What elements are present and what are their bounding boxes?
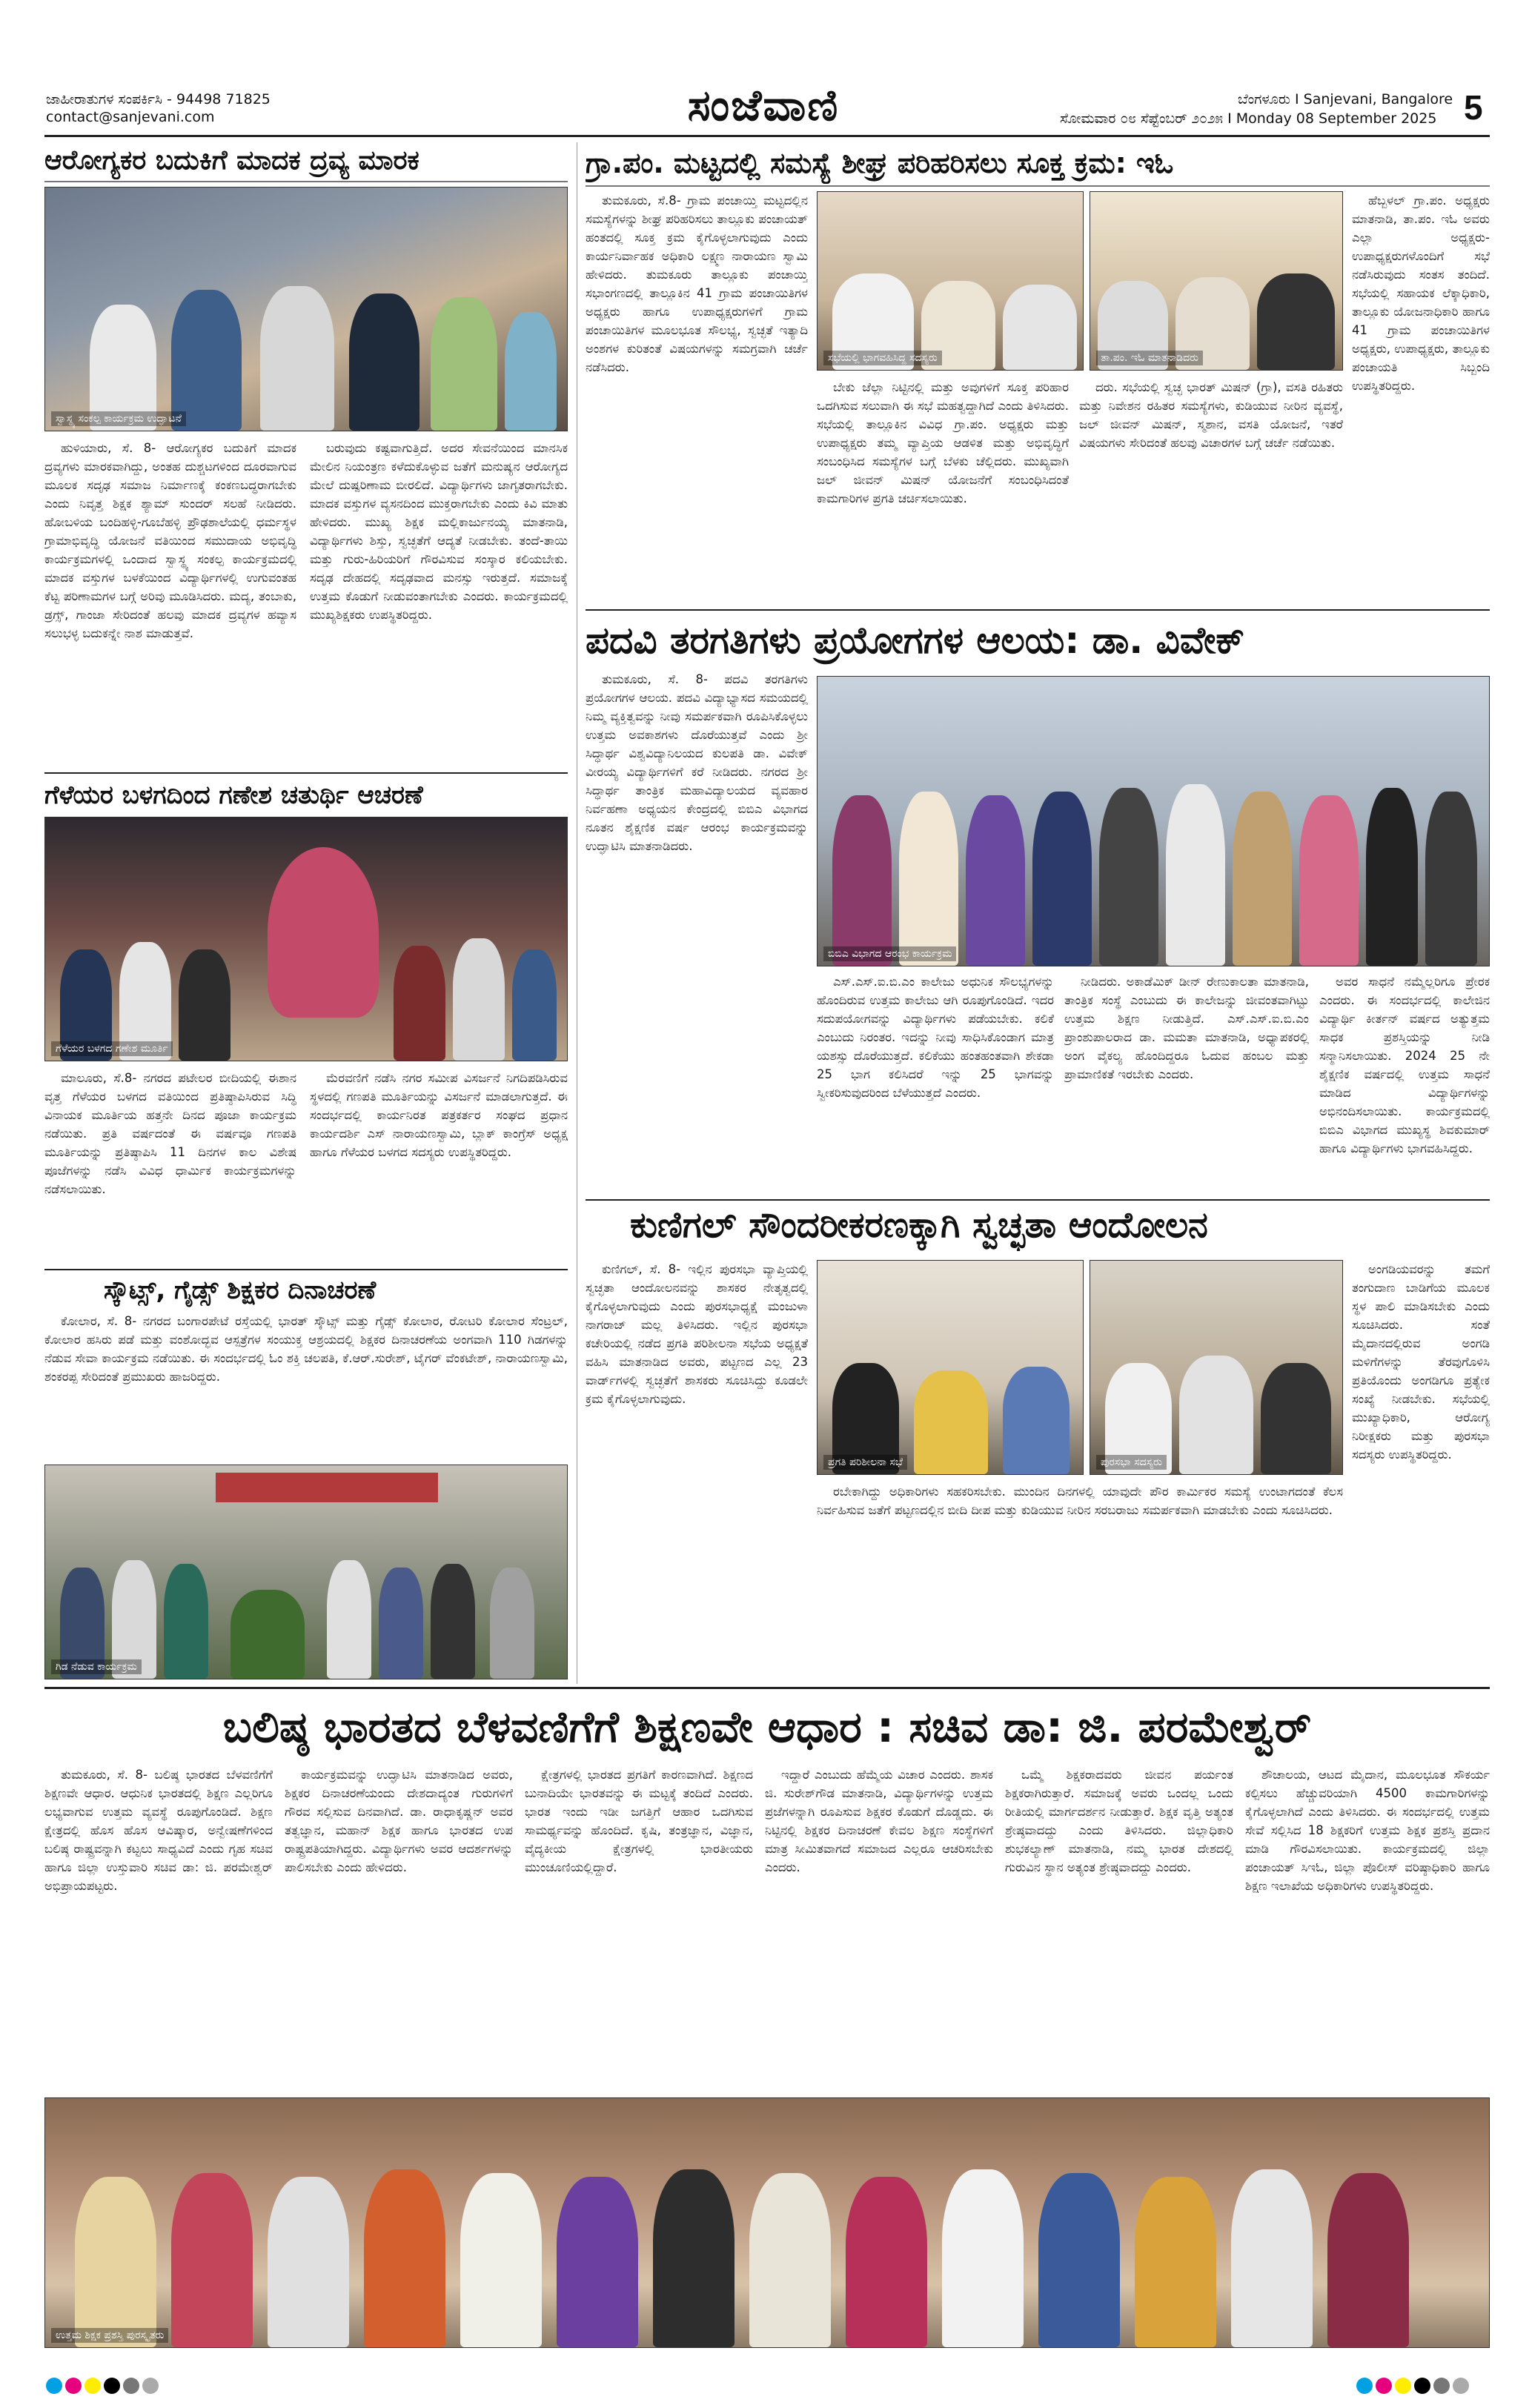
- rule-gp: [586, 185, 1490, 187]
- gp-col1: [586, 191, 808, 377]
- vivek-col2-text: ಎಸ್.ಎಸ್.ಐ.ಬಿ.ಎಂ ಕಾಲೇಜು ಅಧುನಿಕ ಸೌಲಭ್ಯಗಳನ್ನು ಹೊಂದಿರುವ ಉತ್ತಮ ಕಾಲೇಜು ಆಗಿ ರೂಪುಗೊಂಡಿದೆ. ಇದರ ಸದುಪಯೋಗವನ್ನು ವಿದ್ಯಾರ್ಥಿಗಳು ಪಡೆಯಬೇಕು. ಕಲಿಕೆ ಎಂಬುದು ನಿರಂತರ. ಇದನ್ನು ನೀವು ಸಾಧಿಸಿಕೊಂಡಾಗ ಮಾತ್ರ ಯಶಸ್ಸು ದೊರೆಯುತ್ತದೆ. ಕಲಿಕೆಯು ಹಂತಹಂತವಾಗಿ ಶೇಕಡಾ 25 ಭಾಗ ಕಲಿಸಿದರೆ ಇನ್ನು 25 ಭಾಗವನ್ನು ಸ್ವೀಕರಿಸುವುದರಿಂದ ಬೆಳೆಯುತ್ತದೆ ಎಂದರು.: [817, 975, 1054, 1100]
- ganesha-col2-text: ಮೆರವಣಿಗೆ ನಡೆಸಿ ನಗರ ಸಮೀಪ ವಿಸರ್ಜನೆ ನಿಗದಿಪಡಿಸಿರುವ ಸ್ಥಳದಲ್ಲಿ ಗಣಪತಿ ಮೂರ್ತಿಯನ್ನು ವಿಸರ್ಜನೆ ಮಾಡಲಾಗುತ್ತದೆ. ಈ ಸಂದರ್ಭದಲ್ಲಿ ಕಾರ್ಯನಿರತ ಪತ್ರಕರ್ತರ ಸಂಘದ ಪ್ರಧಾನ ಕಾರ್ಯದರ್ಶಿ ಎಸ್ ನಾರಾಯಣಸ್ವಾಮಿ, ಬ್ಲಾಕ್ ಕಾಂಗ್ರೆಸ್ ಅಧ್ಯಕ್ಷ ಹಾಗೂ ಗೆಳೆಯರ ಬಳಗದ ಸದಸ್ಯರು ಉಪಸ್ಥಿತರಿದ್ದರು.: [310, 1071, 568, 1159]
- page-number: 5: [1464, 88, 1483, 127]
- vivek-col1: [586, 670, 808, 1196]
- scouts-banner: [216, 1473, 438, 1502]
- ad-contact: ಜಾಹೀರಾತುಗಳ ಸಂಪರ್ಕಿಸಿ - 94498 71825: [46, 91, 271, 107]
- ganesha-photo: [44, 817, 568, 1061]
- parameshwar-col5-text: ಒಮ್ಮೆ ಶಿಕ್ಷಕರಾದವರು ಜೀವನ ಪರ್ಯಂತ ಶಿಕ್ಷಕರಾಗಿರುತ್ತಾರೆ. ಸಮಾಜಕ್ಕೆ ಅವರು ಒಂದಲ್ಲ ಒಂದು ರೀತಿಯಲ್ಲಿ ಮಾರ್ಗದರ್ಶನ ನೀಡುತ್ತಾರೆ. ಶಿಕ್ಷಕ ವೃತ್ತಿ ಅತ್ಯಂತ ಶ್ರೇಷ್ಠವಾದದ್ದು ಎಂದು ತಿಳಿಸಿದರು. ಜಿಲ್ಲಾಧಿಕಾರಿ ಶುಭಕಲ್ಯಾಣ್ ಮಾತನಾಡಿ, ನಮ್ಮ ಭಾರತ ದೇಶದಲ್ಲಿ ಗುರುವಿನ ಸ್ಥಾನ ಅತ್ಯಂತ ಶ್ರೇಷ್ಠವಾದದ್ದು ಎಂದರು.: [1005, 1768, 1233, 1874]
- drugs-col1-text: ಹುಳಿಯಾರು, ಸೆ. 8- ಆರೋಗ್ಯಕರ ಬದುಕಿಗೆ ಮಾದಕ ದ್ರವ್ಯಗಳು ಮಾರಕವಾಗಿದ್ದು, ಅಂತಹ ದುಶ್ಚಟಗಳಿಂದ ದೂರವಾಗುವ ಮೂಲಕ ಸದೃಢ ಸಮಾಜ ನಿರ್ಮಾಣಕ್ಕೆ ಕಂಕಣಬದ್ಧರಾಗಬೇಕು ಎಂದು ನಿವೃತ್ತ ಶಿಕ್ಷಕ ಶ್ಯಾಮ್ ಸುಂದರ್ ಸಲಹೆ ನೀಡಿದರು. ಹೋಬಳಿಯ ಬಂದಿಹಳ್ಳಿ-ಗೂಬೆಹಳ್ಳಿ ಪ್ರೌಢಶಾಲೆಯಲ್ಲಿ ಧರ್ಮಸ್ಥಳ ಗ್ರಾಮಾಭಿವೃದ್ಧಿ ಯೋಜನೆ ವತಿಯಿಂದ ಸಮುದಾಯ ಅಭಿವೃದ್ಧಿ ಕಾರ್ಯಕ್ರಮಗಳಲ್ಲಿ ಒಂದಾದ ಸ್ವಾಸ್ಥ್ಯ ಸಂಕಲ್ಪ ಕಾರ್ಯಕ್ರಮದಲ್ಲಿ ಮಾದಕ ವಸ್ತುಗಳ ಬಳಕೆಯಿಂದ ವಿದ್ಯಾರ್ಥಿಗಳಲ್ಲಿ ಉಗುವಂತಹ ಕೆಟ್ಟ ಪರಿಣಾಮಗಳ ಬಗ್ಗೆ ಅರಿವು ಮೂಡಿಸಿದರು. ಮದ್ಯ, ತಂಬಾಕು, ಡ್ರಗ್ಸ್, ಗಾಂಜಾ ಸೇರಿದಂತೆ ಹಲವು ಮಾದಕ ದ್ರವ್ಯಗಳ ಹವ್ಯಾಸ ಸಲುಭಳ್ಳ ಬದುಕನ್ನೇ ನಾಶ ಮಾಡುತ್ತವೆ.: [44, 441, 296, 640]
- vivek-photo: [817, 676, 1490, 966]
- header-rule: [44, 135, 1490, 137]
- parameshwar-col4: [765, 1765, 993, 2092]
- gp-col3-text: ದರು. ಸಭೆಯಲ್ಲಿ ಸ್ವಚ್ಛ ಭಾರತ್ ಮಿಷನ್ (ಗ್ರಾ), ವಸತಿ ರಹಿತರು ಮತ್ತು ನಿವೇಶನ ರಹಿತರ ಸಮಸ್ಯೆಗಳು, ಕುಡಿಯುವ ನೀರಿನ ವ್ಯವಸ್ಥೆ, ಜಲ್ ಜೀವನ್ ಮಿಷನ್, ಸ್ಮಶಾನ, ವಸತಿ ಯೋಜನೆ, ಇತರೆ ವಿಷಯಗಳು ಸೇರಿದಂತೆ ಹಲವು ವಿಚಾರಗಳ ಬಗ್ಗೆ ಚರ್ಚೆ ನಡೆಯಿತು.: [1079, 380, 1343, 450]
- headline-ganesha: ಗೆಳೆಯರ ಬಳಗದಿಂದ ಗಣೇಶ ಚತುರ್ಥಿ ಆಚರಣೆ: [44, 780, 423, 810]
- vivek-photo-caption: ಬಿಬಿಎ ವಿಭಾಗದ ಆರಂಭ ಕಾರ್ಯಕ್ರಮ: [823, 946, 956, 961]
- drugs-col1: [44, 439, 296, 769]
- gp-col4-text: ಹೆಬ್ಬಳಲ್ ಗ್ರಾ.ಪಂ. ಅಧ್ಯಕ್ಷರು ಮಾತನಾಡಿ, ತಾ.ಪಂ. ಇಓ ಅವರು ಎಲ್ಲಾ ಅಧ್ಯಕ್ಷರು- ಉಪಾಧ್ಯಕ್ಷರುಗಳೊಂದಿಗೆ ಸಭೆ ನಡೆಸಿರುವುದು ಸಂತಸ ತಂದಿದೆ. ಸಭೆಯಲ್ಲಿ ಸಹಾಯಕ ಲೆಕ್ಕಾಧಿಕಾರಿ, ತಾಲ್ಲೂಕು ಯೋಜನಾಧಿಕಾರಿ ಹಾಗೂ 41 ಗ್ರಾಮ ಪಂಚಾಯಿತಿಗಳ ಅಧ್ಯಕ್ಷರು, ಉಪಾಧ್ಯಕ್ಷರು, ತಾಲ್ಲೂಕು ಪಂಚಾಯತಿ ಸಿಬ್ಬಂದಿ ಉಪಸ್ಥಿತರಿದ್ದರು.: [1352, 193, 1490, 393]
- rule-after-drugs: [44, 772, 568, 774]
- ganesha-photo-caption: ಗೆಳೆಯರ ಬಳಗದ ಗಣೇಶ ಮೂರ್ತಿ: [51, 1041, 173, 1056]
- headline-kunigal: ಕುಣಿಗಲ್ ಸೌಂದರೀಕರಣಕ್ಕಾಗಿ ಸ್ವಚ್ಛತಾ ಆಂದೋಲನ: [630, 1204, 1208, 1246]
- headline-vivek: ಪದವಿ ತರಗತಿಗಳು ಪ್ರಯೋಗಗಳ ಆಲಯ: ಡಾ. ವಿವೇಕ್: [586, 619, 1245, 662]
- vivek-col4-text: ಅವರ ಸಾಧನೆ ನಮ್ಮೆಲ್ಲರಿಗೂ ಪ್ರೇರಕ ಎಂದರು. ಈ ಸಂದರ್ಭದಲ್ಲಿ ಕಾಲೇಜಿನ ವಿದ್ಯಾರ್ಥಿ ಕೀರ್ತನ್ ವರ್ಷದ ಅತ್ಯುತ್ತಮ ಸಾಧಕ ಪ್ರಶಸ್ತಿಯನ್ನು ನೀಡಿ ಸನ್ಮಾನಿಸಲಾಯಿತು. 2024 25 ನೇ ಶೈಕ್ಷಣಿಕ ವರ್ಷದಲ್ಲಿ ಉತ್ತಮ ಸಾಧನೆ ಮಾಡಿದ ವಿದ್ಯಾರ್ಥಿಗಳನ್ನು ಅಭಿನಂದಿಸಲಾಯಿತು. ಕಾರ್ಯಕ್ರಮದಲ್ಲಿ ಬಿಬಿಎ ವಿಭಾಗದ ಮುಖ್ಯಸ್ಥ ಶಿವಕುಮಾರ್ ಹಾಗೂ ವಿದ್ಯಾರ್ಥಿಗಳು ಭಾಗವಹಿಸಿದ್ದರು.: [1319, 975, 1490, 1155]
- city-line: ಬೆಂಗಳೂರು I Sanjevani, Bangalore: [1238, 91, 1453, 107]
- cmyk-swatches-left: [46, 2378, 179, 2397]
- headline-parameshwar: ಬಲಿಷ್ಠ ಭಾರತದ ಬೆಳವಣಿಗೆಗೆ ಶಿಕ್ಷಣವೇ ಆಧಾರ : ಸಚಿವ ಡಾ: ಜಿ. ಪರಮೇಶ್ವರ್: [222, 1702, 1312, 1752]
- parameshwar-col3-text: ಕ್ಷೇತ್ರಗಳಲ್ಲಿ ಭಾರತದ ಪ್ರಗತಿಗೆ ಕಾರಣವಾಗಿದೆ. ಶಿಕ್ಷಣದ ಬುನಾದಿಯೇ ಭಾರತವನ್ನು ಈ ಮಟ್ಟಕ್ಕೆ ತಂದಿದೆ ಎಂದರು. ಭಾರತ ಇಂದು ಇಡೀ ಜಗತ್ತಿಗೆ ಆಹಾರ ಒದಗಿಸುವ ಸಾಮರ್ಥ್ಯವನ್ನು ಹೊಂದಿದೆ. ಕೃಷಿ, ತಂತ್ರಜ್ಞಾನ, ವಿಜ್ಞಾನ, ವೈದ್ಯಕೀಯ ಕ್ಷೇತ್ರಗಳಲ್ಲಿ ಭಾರತೀಯರು ಮುಂಚೂಣಿಯಲ್ಲಿದ್ದಾರೆ.: [525, 1768, 753, 1874]
- kunigal-photo-left-caption: ಪ್ರಗತಿ ಪರಿಶೀಲನಾ ಸಭೆ: [823, 1455, 907, 1470]
- gp-photo-left-caption: ಸಭೆಯಲ್ಲಿ ಭಾಗವಹಿಸಿದ್ದ ಸದಸ್ಯರು: [823, 351, 942, 365]
- kunigal-col1-text: ಕುಣಿಗಲ್, ಸೆ. 8- ಇಲ್ಲಿನ ಪುರಸಭಾ ವ್ಯಾಪ್ತಿಯಲ್ಲಿ ಸ್ವಚ್ಛತಾ ಆಂದೋಲನವನ್ನು ಶಾಸಕರ ನೇತೃತ್ವದಲ್ಲಿ ಕೈಗೊಳ್ಳಲಾಗುವುದು ಎಂದು ಪುರಸಭಾಧ್ಯಕ್ಷೆ ಮಂಜುಳಾ ನಾಗರಾಜ್ ಮಲ್ಲ ತಿಳಿಸಿದರು. ಇಲ್ಲಿನ ಪುರಸಭಾ ಕಚೇರಿಯಲ್ಲಿ ನಡೆದ ಪ್ರಗತಿ ಪರಿಶೀಲನಾ ಸಭೆಯ ಅಧ್ಯಕ್ಷತೆ ವಹಿಸಿ ಮಾತನಾಡಿದ ಅವರು, ಪಟ್ಟಣದ ಎಲ್ಲ 23 ವಾರ್ಡ್‌ಗಳಲ್ಲಿ ಸ್ವಚ್ಛತೆಗೆ ಶಾಸಕರು ಸೂಚಿಸಿದ್ದು ಕೂಡಲೇ ಕ್ರಮ ಕೈಗೊಳ್ಳಲಾಗುವುದು.: [586, 1262, 808, 1406]
- vivek-col4: [1319, 972, 1490, 1196]
- vivek-col3: [1064, 972, 1309, 1196]
- kunigal-col3: [1352, 1260, 1490, 1682]
- parameshwar-col4-text: ಇದ್ದಾರೆ ಎಂಬುದು ಹೆಮ್ಮೆಯ ವಿಚಾರ ಎಂದರು. ಶಾಸಕ ಜಿ. ಸುರೇಶ್‌ಗೌಡ ಮಾತನಾಡಿ, ವಿದ್ಯಾರ್ಥಿಗಳನ್ನು ಉತ್ತಮ ಪ್ರಜೆಗಳನ್ನಾಗಿ ರೂಪಿಸುವ ಶಿಕ್ಷಕರ ಕೊಡುಗೆ ದೊಡ್ಡದು. ಈ ನಿಟ್ಟಿನಲ್ಲಿ ಶಿಕ್ಷಕರ ದಿನಾಚರಣೆ ಕೇವಲ ಶಿಕ್ಷಣ ಸಂಸ್ಥೆಗಳಿಗೆ ಮಾತ್ರ ಸೀಮಿತವಾಗದೆ ಸಮಾಜದ ಎಲ್ಲರೂ ಆಚರಿಸಬೇಕು ಎಂದರು.: [765, 1768, 993, 1874]
- vivek-col1-text: ತುಮಕೂರು, ಸೆ. 8- ಪದವಿ ತರಗತಿಗಳು ಪ್ರಯೋಗಗಳ ಆಲಯ. ಪದವಿ ವಿದ್ಯಾಭ್ಯಾಸದ ಸಮಯದಲ್ಲಿ ನಿಮ್ಮ ವ್ಯಕ್ತಿತ್ವವನ್ನು ನೀವು ಸಮರ್ಪಕವಾಗಿ ರೂಪಿಸಿಕೊಳ್ಳಲು ಉತ್ತಮ ಅವಕಾಶಗಳು ದೊರೆಯುತ್ತವೆ ಎಂದು ಶ್ರೀ ಸಿದ್ಧಾರ್ಥ ವಿಶ್ವವಿದ್ಯಾನಿಲಯದ ಕುಲಪತಿ ಡಾ. ವಿವೇಕ್ ವೀರಯ್ಯ ವಿದ್ಯಾರ್ಥಿಗಳಿಗೆ ಕರೆ ನೀಡಿದರು. ನಗರದ ಶ್ರೀ ಸಿದ್ಧಾರ್ಥ ತಾಂತ್ರಿಕ ಮಹಾವಿದ್ಯಾಲಯದ ವ್ಯವಹಾರ ನಿರ್ವಹಣಾ ಅಧ್ಯಯನ ಕೇಂದ್ರದಲ್ಲಿ ಬಿಬಿಎ ವಿಭಾಗದ ನೂತನ ಶೈಕ್ಷಣಿಕ ವರ್ಷ ಆರಂಭ ಕಾರ್ಯಕ್ರಮವನ್ನು ಉದ್ಘಾಟಿಸಿ ಮಾತನಾಡಿದರು.: [586, 672, 808, 853]
- parameshwar-col6: [1245, 1765, 1490, 2092]
- vivek-col2: [817, 972, 1054, 1196]
- parameshwar-col5: [1005, 1765, 1233, 2092]
- gp-photo-left: [817, 191, 1084, 371]
- scouts-body-text: ಕೋಲಾರ, ಸೆ. 8- ನಗರದ ಬಂಗಾರಪೇಟೆ ರಸ್ತೆಯಲ್ಲಿ ಭಾರತ್ ಸ್ಕೌಟ್ಸ್ ಮತ್ತು ಗೈಡ್ಸ್ ಕೋಲಾರ, ರೋಟರಿ ಕೋಲಾರ ಸೆಂಟ್ರಲ್, ಕೋಲಾರ ಹಸಿರು ಪಡೆ ಮತ್ತು ವಂಶೋದ್ಭವ ಆಸ್ಪತ್ರೆಗಳ ಸಂಯುಕ್ತ ಆಶ್ರಯದಲ್ಲಿ ಶಿಕ್ಷಕರ ದಿನಾಚರಣೆಯ ಅಂಗವಾಗಿ 110 ಗಿಡಗಳನ್ನು ನೆಡುವ ಸೇವಾ ಕಾರ್ಯಕ್ರಮ ನಡೆಯಿತು. ಈ ಸಂದರ್ಭದಲ್ಲಿ ಓಂ ಶಕ್ತಿ ಚಲಪತಿ, ಕೆ.ಆರ್.ಸುರೇಶ್, ಟೈಗರ್ ವೆಂಕಟೇಶ್, ನಾರಾಯಣಸ್ವಾಮಿ, ಶಂಕರಪ್ಪ ಸೇರಿದಂತೆ ಪ್ರಮುಖರು ಹಾಜರಿದ್ದರು.: [44, 1314, 568, 1384]
- kunigal-photo-left: [817, 1260, 1084, 1475]
- headline-drugs: ಆರೋಗ್ಯಕರ ಬದುಕಿಗೆ ಮಾದಕ ದ್ರವ್ಯ ಮಾರಕ: [44, 145, 420, 176]
- teachers-photo: [44, 2097, 1490, 2348]
- drugs-photo: [44, 187, 568, 431]
- drugs-col2: [310, 439, 568, 769]
- scouts-photo: [44, 1465, 568, 1679]
- kunigal-col2-text: ರಬೇಕಾಗಿದ್ದು ಅಧಿಕಾರಿಗಳು ಸಹಕರಿಸಬೇಕು. ಮುಂದಿನ ದಿನಗಳಲ್ಲಿ ಯಾವುದೇ ಪೌರ ಕಾರ್ಮಿಕರ ಸಮಸ್ಯೆ ಉಂಟಾಗದಂತೆ ಕೆಲಸ ನಿರ್ವಹಿಸುವ ಜತೆಗೆ ಪಟ್ಟಣದಲ್ಲಿನ ಬೀದಿ ದೀಪ ಮತ್ತು ಕುಡಿಯುವ ನೀರಿನ ಸರಬರಾಜು ಸಮರ್ಪಕವಾಗಿ ಮಾಡಬೇಕು ಎಂದು ಸೂಚಿಸಿದರು.: [817, 1485, 1343, 1517]
- teachers-photo-caption: ಉತ್ತಮ ಶಿಕ್ಷಕ ಪ್ರಶಸ್ತಿ ಪುರಸ್ಕೃತರು: [51, 2328, 168, 2343]
- kunigal-col3-text: ಅಂಗಡಿಯವರನ್ನು ತಮಗೆ ತಂಗುದಾಣ ಬಾಡಿಗೆಯ ಮೂಲಕ ಸ್ಥಳ ಪಾಲಿ ಮಾಡಿಸಬೇಕು ಎಂದು ಸೂಚಿಸಿದರು. ಸಂತೆ ಮೈದಾನದಲ್ಲಿರುವ ಅಂಗಡಿ ಮಳಿಗೆಗಳನ್ನು ತೆರವುಗೊಳಿಸಿ ಪ್ರತಿಯೊಂದು ಅಂಗಡಿಗೂ ಪ್ರತ್ಯೇಕ ಸಂಖ್ಯೆ ನೀಡಬೇಕು. ಸಭೆಯಲ್ಲಿ ಮುಖ್ಯಾಧಿಕಾರಿ, ಆರೋಗ್ಯ ನಿರೀಕ್ಷಕರು ಮತ್ತು ಪುರಸಭಾ ಸದಸ್ಯರು ಉಪಸ್ಥಿತರಿದ್ದರು.: [1352, 1262, 1490, 1462]
- kunigal-col1: [586, 1260, 808, 1682]
- vivek-col3-text: ನೀಡಿದರು. ಅಕಾಡೆಮಿಕ್ ಡೀನ್ ರೇಣುಕಾಲತಾ ಮಾತನಾಡಿ, ತಾಂತ್ರಿಕ ಸಂಸ್ಥೆ ಎಂಬುದು ಈ ಕಾಲೇಜನ್ನು ಜೀವಂತವಾಗಿಟ್ಟು ಉತ್ತಮ ಶಿಕ್ಷಣ ನೀಡುತ್ತಿದೆ. ಎಸ್.ಎಸ್.ಐ.ಬಿ.ಎಂ ಪ್ರಾಂಶುಪಾಲರಾದ ಡಾ. ಮಮತಾ ಮಾತನಾಡಿ, ಅಧ್ಯಾಪಕರಲ್ಲಿ ಅಂಗ ವೈಕಲ್ಯ ಹೊಂದಿದ್ದರೂ ಓದುವ ಹಂಬಲ ಮತ್ತು ಪ್ರಾಮಾಣಿಕತೆ ಇರಬೇಕು ಎಂದರು.: [1064, 975, 1309, 1081]
- parameshwar-col6-text: ಶೌಚಾಲಯ, ಆಟದ ಮೈದಾನ, ಮೂಲಭೂತ ಸೌಕರ್ಯ ಕಲ್ಪಿಸಲು ಹೆಚ್ಚುವರಿಯಾಗಿ 4500 ಕಾಮಗಾರಿಗಳನ್ನು ಕೈಗೊಳ್ಳಲಾಗಿದೆ ಎಂದು ತಿಳಿಸಿದರು. ಈ ಸಂದರ್ಭದಲ್ಲಿ ಉತ್ತಮ ಸೇವೆ ಸಲ್ಲಿಸಿದ 18 ಶಿಕ್ಷಕರಿಗೆ ಉತ್ತಮ ಶಿಕ್ಷಕ ಪ್ರಶಸ್ತಿ ಪ್ರದಾನ ಮಾಡಿ ಗೌರವಿಸಲಾಯಿತು. ಕಾರ್ಯಕ್ರಮದಲ್ಲಿ ಜಿಲ್ಲಾ ಪಂಚಾಯತ್ ಸಿಇಓ, ಜಿಲ್ಲಾ ಪೊಲೀಸ್ ವರಿಷ್ಠಾಧಿಕಾರಿ ಹಾಗೂ ಶಿಕ್ಷಣ ಇಲಾಖೆಯ ಅಧಿಕಾರಿಗಳು ಉಪಸ್ಥಿತರಿದ್ದರು.: [1245, 1768, 1490, 1893]
- masthead-logo: ಸಂಜೆವಾಣಿ: [687, 80, 840, 130]
- ganesha-col1: [44, 1069, 296, 1267]
- parameshwar-col1-text: ತುಮಕೂರು, ಸೆ. 8- ಬಲಿಷ್ಠ ಭಾರತದ ಬೆಳವಣಿಗೆಗೆ ಶಿಕ್ಷಣವೇ ಆಧಾರ. ಆಧುನಿಕ ಭಾರತದಲ್ಲಿ ಶಿಕ್ಷಣ ಎಲ್ಲರಿಗೂ ಲಭ್ಯವಾಗುವ ಉತ್ತಮ ವ್ಯವಸ್ಥೆ ರೂಪುಗೊಂಡಿದೆ. ಶಿಕ್ಷಣ ಕ್ಷೇತ್ರದಲ್ಲಿ ಹೊಸ ಹೊಸ ಆವಿಷ್ಕಾರ, ಅನ್ವೇಷಣೆಗಳಿಂದ ಬಲಿಷ್ಠ ರಾಷ್ಟ್ರವನ್ನಾಗಿ ಕಟ್ಟಲು ಸಾಧ್ಯವಿದೆ ಎಂದು ಗೃಹ ಸಚಿವ ಹಾಗೂ ಜಿಲ್ಲಾ ಉಸ್ತುವಾರಿ ಸಚಿವ ಡಾ: ಜಿ. ಪರಮೇಶ್ವರ್ ಅಭಿಪ್ರಾಯಪಟ್ಟರು.: [44, 1768, 273, 1893]
- rule-after-gp: [586, 609, 1490, 611]
- gp-photo-right-caption: ತಾ.ಪಂ. ಇಓ ಮಾತನಾಡಿದರು: [1096, 351, 1203, 365]
- rule-after-ganesha: [44, 1269, 568, 1270]
- contact-email[interactable]: contact@sanjevani.com: [46, 109, 215, 125]
- scouts-photo-caption: ಗಿಡ ನೆಡುವ ಕಾರ್ಯಕ್ರಮ: [51, 1659, 142, 1674]
- kunigal-col2: [817, 1482, 1343, 1682]
- gp-col3: [1079, 378, 1343, 600]
- rule-before-parameshwar: [44, 1687, 1490, 1689]
- drugs-photo-caption: ಸ್ವಾಸ್ಥ್ಯ ಸಂಕಲ್ಪ ಕಾರ್ಯಕ್ರಮ ಉದ್ಘಾಟನೆ: [51, 411, 186, 426]
- gp-col1b: [586, 378, 808, 600]
- gp-col2: [817, 378, 1069, 600]
- scouts-body: [44, 1312, 568, 1460]
- gp-col1-text: ತುಮಕೂರು, ಸೆ.8- ಗ್ರಾಮ ಪಂಚಾಯ್ತಿ ಮಟ್ಟದಲ್ಲಿನ ಸಮಸ್ಯೆಗಳನ್ನು ಶೀಘ್ರ ಪರಿಹರಿಸಲು ತಾಲ್ಲೂಕು ಪಂಚಾಯತ್ ಹಂತದಲ್ಲಿ ಸೂಕ್ತ ಕ್ರಮ ಕೈಗೊಳ್ಳಲಾಗುವುದು ಎಂದು ಕಾರ್ಯನಿರ್ವಾಹಕ ಅಧಿಕಾರಿ ಲಕ್ಷ್ಮಣ ನಾರಾಯಣ ಸ್ವಾಮಿ ಹೇಳಿದರು. ತುಮಕೂರು ತಾಲ್ಲೂಕು ಪಂಚಾಯ್ತಿ ಸಭಾಂಗಣದಲ್ಲಿ ತಾಲ್ಲೂಕಿನ 41 ಗ್ರಾಮ ಪಂಚಾಯಿತಿಗಳ ಅಧ್ಯಕ್ಷರು ಹಾಗೂ ಉಪಾಧ್ಯಕ್ಷರುಗಳಿಗೆ ಗ್ರಾಮ ಪಂಚಾಯಿತಿಗಳ ಮೂಲಭೂತ ಸೌಲಭ್ಯ, ಸ್ವಚ್ಛತೆ ಇತ್ಯಾದಿ ಅಂಶಗಳ ಕುರಿತಂತೆ ವಿಷಯಗಳನ್ನು ಸಮಗ್ರವಾಗಿ ಚರ್ಚೆ ನಡೆಸಿದರು.: [586, 193, 808, 374]
- ganesha-col1-text: ಮಾಲೂರು, ಸೆ.8- ನಗರದ ಪಟೇಲರ ಬೀದಿಯಲ್ಲಿ ಈಶಾನ ವೃತ್ತ ಗೆಳೆಯರ ಬಳಗದ ವತಿಯಿಂದ ಪ್ರತಿಷ್ಠಾಪಿಸಿರುವ ಸಿದ್ಧಿ ವಿನಾಯಕ ಮೂರ್ತಿಯ ಹತ್ತನೇ ದಿನದ ಪೂಜಾ ಕಾರ್ಯಕ್ರಮ ನಡೆಯಿತು. ಪ್ರತಿ ವರ್ಷದಂತೆ ಈ ವರ್ಷವೂ ಗಣಪತಿ ಮೂರ್ತಿಯನ್ನು ಪ್ರತಿಷ್ಠಾಪಿಸಿ 11 ದಿನಗಳ ಕಾಲ ವಿಶೇಷ ಪೂಜೆಗಳನ್ನು ನಡೆಸಿ ವಿವಿಧ ಧಾರ್ಮಿಕ ಕಾರ್ಯಕ್ರಮಗಳನ್ನು ನಡೆಸಲಾಯಿತು.: [44, 1071, 296, 1196]
- date-line: ಸೋಮವಾರ ೦೮ ಸೆಪ್ಟೆಂಬರ್ ೨೦೨೫ I Monday 08 September 2025: [1060, 110, 1437, 127]
- headline-gp: ಗ್ರಾ.ಪಂ. ಮಟ್ಟದಲ್ಲಿ ಸಮಸ್ಯೆ ಶೀಘ್ರ ಪರಿಹರಿಸಲು ಸೂಕ್ತ ಕ್ರಮ: ಇಓ: [586, 147, 1174, 179]
- kunigal-photo-right: [1090, 1260, 1343, 1475]
- headline-scouts: ಸ್ಕೌಟ್ಸ್, ಗೈಡ್ಸ್ ಶಿಕ್ಷಕರ ದಿನಾಚರಣೆ: [104, 1276, 377, 1305]
- parameshwar-col1: [44, 1765, 273, 2092]
- rule-drugs: [44, 181, 568, 182]
- ganesha-col2: [310, 1069, 568, 1267]
- gp-col4: [1352, 191, 1490, 606]
- cmyk-swatches-right: [1356, 2378, 1490, 2397]
- parameshwar-col2-text: ಕಾರ್ಯಕ್ರಮವನ್ನು ಉದ್ಘಾಟಿಸಿ ಮಾತನಾಡಿದ ಅವರು, ಶಿಕ್ಷಕರ ದಿನಾಚರಣೆಯಂದು ದೇಶದಾದ್ಯಂತ ಗುರುಗಳಿಗೆ ಗೌರವ ಸಲ್ಲಿಸುವ ದಿನವಾಗಿದೆ. ಡಾ. ರಾಧಾಕೃಷ್ಣನ್ ಅವರ ತತ್ವಜ್ಞಾನ, ಮಹಾನ್ ಶಿಕ್ಷಕ ಹಾಗೂ ಭಾರತದ ಉಪ ರಾಷ್ಟ್ರಪತಿಯಾಗಿದ್ದರು. ವಿದ್ಯಾರ್ಥಿಗಳು ಅವರ ಆದರ್ಶಗಳನ್ನು ಪಾಲಿಸಬೇಕು ಎಂದು ಹೇಳಿದರು.: [285, 1768, 513, 1874]
- gp-photo-right: [1090, 191, 1343, 371]
- parameshwar-col2: [285, 1765, 513, 2092]
- gp-col2-text: ಬೇಕು ಜೆಲ್ಲಾ ನಿಟ್ಟಿನಲ್ಲಿ ಮತ್ತು ಅವುಗಳಿಗೆ ಸೂಕ್ತ ಪರಿಹಾರ ಒದಗಿಸುವ ಸಲುವಾಗಿ ಈ ಸಭೆ ಮಹತ್ವದ್ದಾಗಿದೆ ಎಂದು ತಿಳಿಸಿದರು. ಸಭೆಯಲ್ಲಿ ತಾಲ್ಲೂಕಿನ ವಿವಿಧ ಗ್ರಾ.ಪಂ. ಅಧ್ಯಕ್ಷರು ಮತ್ತು ಉಪಾಧ್ಯಕ್ಷರು ತಮ್ಮ ವ್ಯಾಪ್ತಿಯ ಆಡಳಿತ ಮತ್ತು ಅಭಿವೃದ್ಧಿಗೆ ಸಂಬಂಧಿಸಿದ ಸಮಸ್ಯೆಗಳ ಬಗ್ಗೆ ಬೆಳಕು ಚೆಲ್ಲಿದರು. ಮುಖ್ಯವಾಗಿ ಜಲ್ ಜೀವನ್ ಮಿಷನ್ ಯೋಜನೆಗೆ ಸಂಬಂಧಿಸಿದಂತೆ ಕಾಮಗಾರಿಗಳ ಪ್ರಗತಿ ಚರ್ಚಿಸಲಾಯಿತು.: [817, 380, 1069, 505]
- parameshwar-col3: [525, 1765, 753, 2092]
- kunigal-photo-right-caption: ಪುರಸಭಾ ಸದಸ್ಯರು: [1096, 1455, 1167, 1470]
- drugs-col2-text: ಬರುವುದು ಕಷ್ಟವಾಗುತ್ತಿದೆ. ಅದರ ಸೇವನೆಯಿಂದ ಮಾನಸಿಕ ಮೇಲಿನ ನಿಯಂತ್ರಣ ಕಳೆದುಕೊಳ್ಳುವ ಜತೆಗೆ ಮನುಷ್ಯನ ಆರೋಗ್ಯದ ಮೇಲೆ ದುಷ್ಪರಿಣಾಮ ಬೀರಲಿದೆ. ವಿದ್ಯಾರ್ಥಿಗಳು ಜಾಗೃತರಾಗಬೇಕು. ಮಾದಕ ವಸ್ತುಗಳ ವ್ಯಸನದಿಂದ ಮುಕ್ತರಾಗಬೇಕು ಎಂದು ಕಿವಿ ಮಾತು ಹೇಳಿದರು. ಮುಖ್ಯ ಶಿಕ್ಷಕ ಮಲ್ಲಿಕಾರ್ಜುನಯ್ಯ ಮಾತನಾಡಿ, ವಿದ್ಯಾರ್ಥಿಗಳು ಶಿಸ್ತು, ಸ್ವಚ್ಛತೆಗೆ ಆದ್ಯತೆ ನೀಡಬೇಕು. ತಂದೆ-ತಾಯಿ ಮತ್ತು ಗುರು-ಹಿರಿಯರಿಗೆ ಗೌರವಿಸುವ ಸಂಸ್ಕಾರ ಕಲಿಯಬೇಕು. ಸದೃಢ ದೇಹದಲ್ಲಿ ಸದೃಢವಾದ ಮನಸ್ಸು ಇರುತ್ತದೆ. ಸಮಾಜಕ್ಕೆ ಉತ್ತಮ ಕೊಡುಗೆ ನೀಡುವಂತಾಗಬೇಕು ಎಂದರು. ಕಾರ್ಯಕ್ರಮದಲ್ಲಿ ಮುಖ್ಯಶಿಕ್ಷಕರು ಉಪಸ್ಥಿತರಿದ್ದರು.: [310, 441, 568, 622]
